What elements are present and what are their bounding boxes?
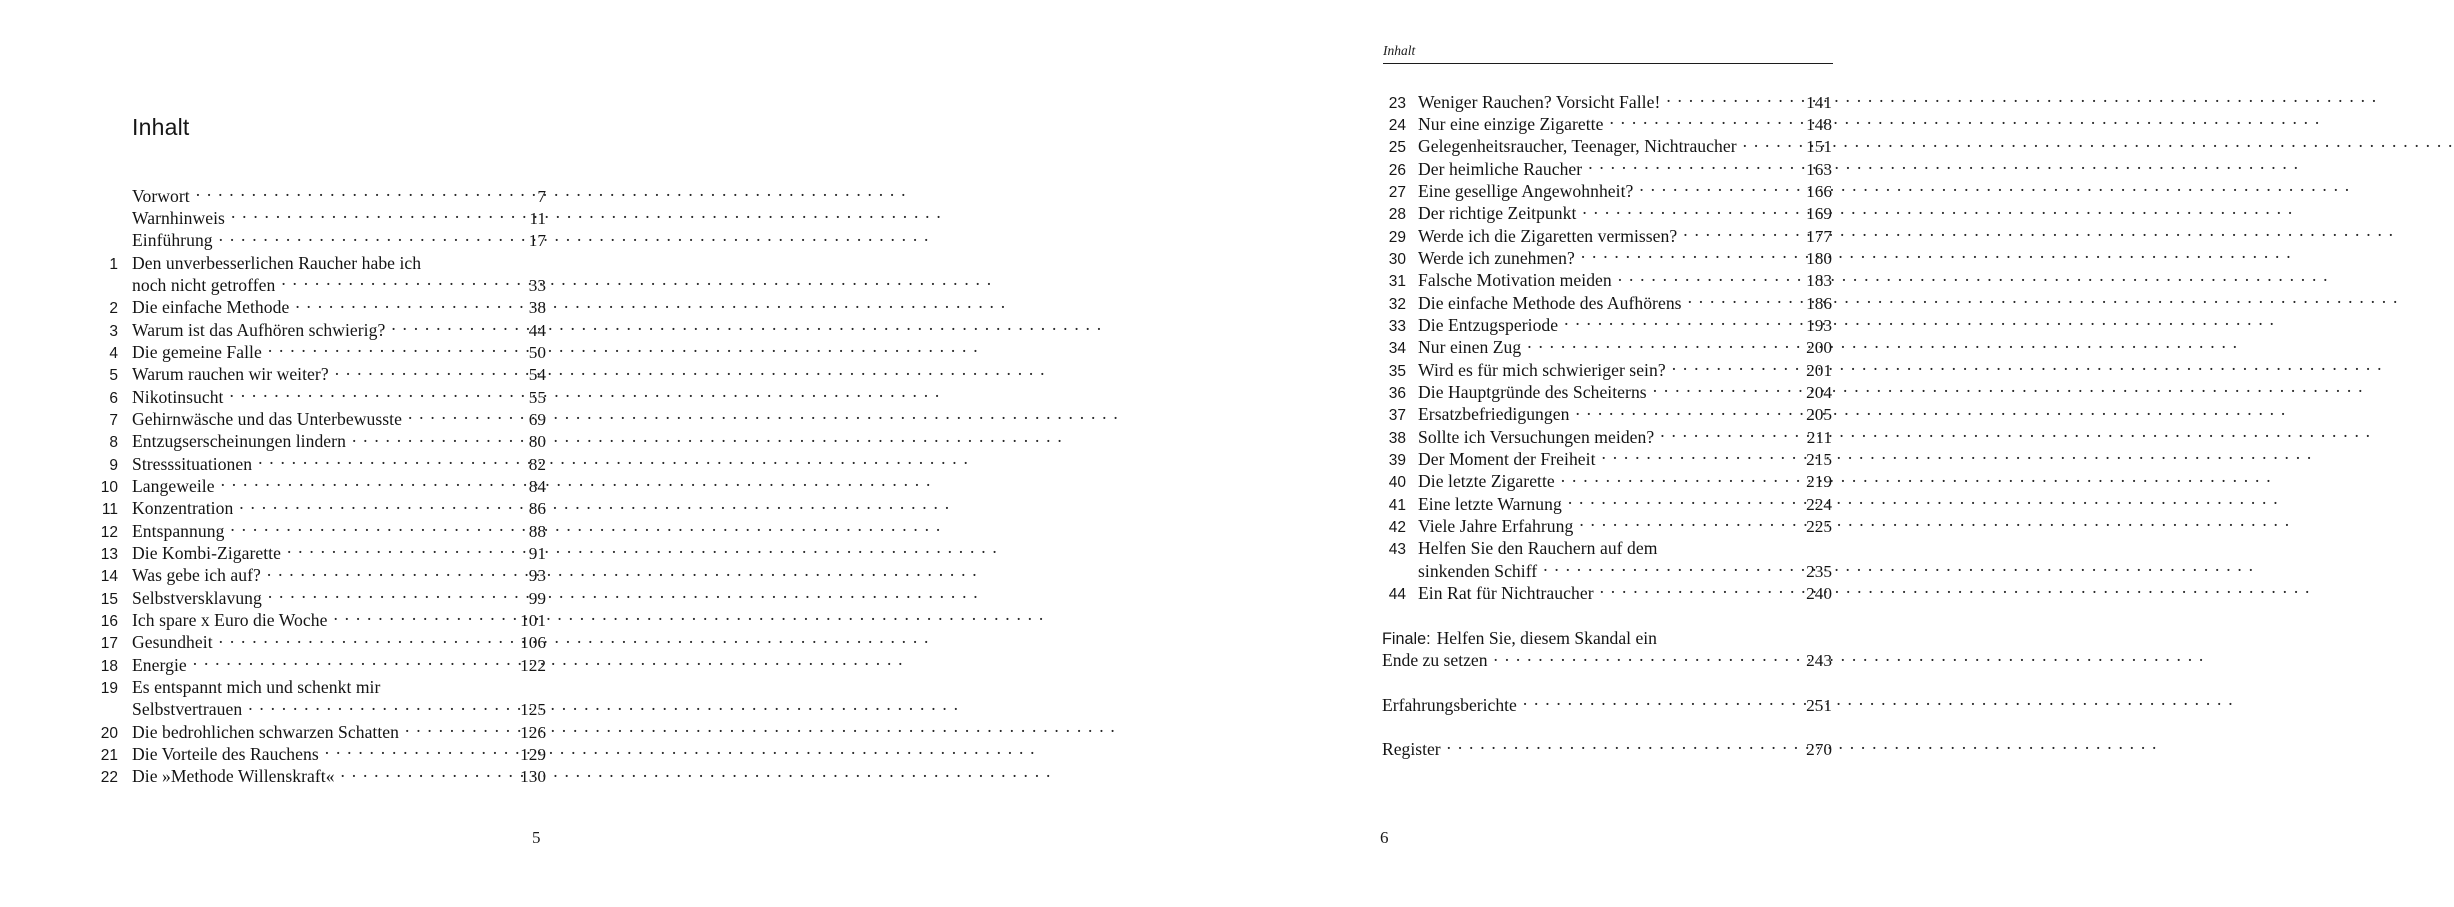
toc-entry-page: 86 [528,499,546,519]
dot-leader [1602,448,1792,466]
toc-entry-number: 31 [1388,273,1406,291]
dot-leader [1561,470,1792,488]
toc-entry-number: 22 [100,769,118,787]
dot-leader [1523,695,1792,711]
toc-entry-number: 39 [1388,452,1406,469]
dot-leader [335,363,506,381]
toc-back-matter [1382,627,1832,760]
toc-entry-page: 180 [1806,248,1832,268]
toc-entry-title: Helfen Sie den Rauchern auf dem [1418,538,1658,559]
toc-entry-page: 201 [1806,360,1832,380]
toc-entry-page: 151 [1806,137,1832,157]
dot-leader [268,340,506,358]
dot-leader [1683,224,1792,242]
toc-entry-page: 240 [1806,584,1832,604]
dot-leader [352,430,506,448]
toc-entry-title: Die bedrohlichen schwarzen Schatten [132,721,400,742]
toc-entry-title: Was gebe ich auf? [132,565,261,586]
toc-entry-title: Die Kombi-Zigarette [132,543,281,563]
dot-leader [333,609,506,627]
toc-entry-page: 125 [520,700,546,720]
toc-entry-number: 23 [1388,94,1406,112]
dot-leader [386,676,506,694]
register-entry-label: Register [1382,739,1441,760]
toc-entry-title: Warnhinweis [132,207,225,228]
dot-leader [341,765,506,783]
toc-entry-page: 17 [528,231,546,251]
toc-entry-title: Eine letzte Warnung [1418,493,1562,514]
toc-entry-number: 3 [109,322,118,340]
running-head-rule [1383,63,1833,64]
dot-leader [219,229,506,247]
toc-entry-number: 28 [1388,206,1406,224]
toc-entry-number: 10 [100,478,118,496]
toc-list-right [1380,90,1832,604]
toc-entry-title: Nikotinsucht [132,386,224,407]
dot-leader [268,586,506,604]
toc-entry-page: 84 [528,476,546,496]
running-head-text: Inhalt [1383,43,1416,58]
toc-entry-title: Die Hauptgründe des Scheiterns [1418,381,1647,402]
toc-entry-title: Ich spare x Euro die Woche [132,610,328,631]
toc-entry-page: 80 [528,432,546,452]
toc-entry-page: 225 [1806,517,1832,537]
toc-entry-title: Viele Jahre Erfahrung [1418,516,1574,537]
toc-entry-title: Gehirnwäsche und das Unterbewusste [132,408,402,429]
dot-leader [1447,739,1792,755]
toc-entry-number: 1 [109,255,118,273]
toc-entry-page: 177 [1806,226,1832,246]
toc-entry-title: Eine gesellige Angewohnheit? [1418,180,1634,201]
toc-entry-title: Die Vorteile des Rauchens [132,744,319,765]
toc-entry-page: 186 [1806,293,1832,313]
toc-entry-number: 24 [1388,116,1406,134]
dot-leader [1575,403,1792,421]
erfahrungsberichte-entry-label: Erfahrungsberichte [1382,694,1517,715]
dot-leader [1672,358,1792,376]
toc-entry-title: Falsche Motivation meiden [1418,270,1612,291]
toc-entry-page: 50 [528,342,546,362]
toc-entry-number: 36 [1388,384,1406,402]
toc-entry-title: Werde ich die Zigaretten vermissen? [1418,225,1678,246]
finale-entry-line2-page: 243 [1806,651,1832,671]
dot-leader [1639,179,1792,197]
toc-entry-page: 205 [1806,405,1832,425]
toc-entry-number: 43 [1388,541,1406,559]
toc-entry-number: 42 [1388,519,1406,537]
toc-entry-title: Der Moment der Freiheit [1418,449,1596,469]
toc-entry-title: Die Entzugsperiode [1418,314,1559,335]
toc-entry-title: noch nicht getroffen [132,274,276,295]
dot-leader [391,318,506,336]
toc-entry-page: 38 [528,298,546,318]
recto-page [643,0,1832,907]
toc-entry[interactable] [86,653,546,675]
toc-entry-page: 235 [1806,561,1832,581]
toc-entry-number: 9 [109,456,118,474]
dot-leader [1609,112,1792,130]
toc-entry-page: 93 [528,566,546,586]
toc-entry-number: 26 [1388,161,1406,179]
toc-entry[interactable] [86,229,546,251]
dot-leader [230,519,506,537]
toc-entry-page: 44 [528,320,546,340]
toc-entry-page: 163 [1806,159,1832,179]
dot-leader [427,251,506,269]
toc-entry-title: sinkenden Schiff [1418,560,1538,581]
toc-entry-number: 25 [1388,139,1406,157]
toc-entry-number: 4 [109,344,118,362]
toc-entry-page: 183 [1806,271,1832,291]
toc-entry-title: Entspannung [132,520,225,541]
toc-entry-title: Selbstversklavung [132,587,262,608]
dot-leader [231,206,506,224]
toc-entry-number: 34 [1388,340,1406,358]
dot-leader [1527,336,1792,354]
dot-leader [248,698,506,716]
toc-entry-title: Der richtige Zeitpunkt [1418,203,1577,224]
dot-leader [239,497,506,515]
toc-entry-title: Den unverbesserlichen Raucher habe ich [132,252,422,273]
toc-entry-title: Entzugserscheinungen lindern [132,431,346,452]
dot-leader [1579,515,1792,533]
toc-entry-page: 101 [520,611,546,631]
toc-entry-page: 169 [1806,204,1832,224]
toc-entry-title: Sollte ich Versuchungen meiden? [1418,426,1655,447]
toc-entry-number: 30 [1388,250,1406,268]
toc-entry-number: 20 [100,724,118,742]
dot-leader [1568,492,1792,510]
toc-entry-number: 17 [100,635,118,653]
dot-leader [1543,559,1792,577]
toc-entry-page: 69 [528,409,546,429]
toc-entry-title: Wird es für mich schwieriger sein? [1418,359,1666,380]
toc-entry-number: 29 [1388,228,1406,246]
toc-entry-number: 33 [1388,317,1406,335]
toc-entry-page: 224 [1806,494,1832,514]
toc-entry-number: 32 [1388,295,1406,313]
toc-entry-title: Der heimliche Raucher [1418,158,1583,179]
toc-entry-number: 16 [100,613,118,631]
dot-leader [408,407,506,425]
toc-entry-number: 41 [1388,496,1406,514]
folio-number-recto: 6 [1380,828,1389,847]
toc-entry-page: 148 [1806,114,1832,134]
dot-leader [221,474,506,492]
toc-entry-number: 27 [1388,183,1406,201]
toc-entry-title: Ein Rat für Nichtraucher [1418,583,1594,604]
finale-entry-line2[interactable] [1382,649,1832,671]
toc-entry-number: 8 [109,434,118,452]
toc-entry-title: Stresssituationen [132,453,253,474]
dot-leader [1494,650,1792,666]
finale-entry-line1-label: Helfen Sie, diesem Skandal ein [1436,628,1657,649]
toc-entry-title: Es entspannt mich und schenkt mir [132,677,381,698]
dot-leader [1581,246,1792,264]
dot-leader [219,631,506,649]
toc-entry-number: 11 [101,501,118,519]
toc-entry-title: Gelegenheitsraucher, Teenager, Nichtraucher [1418,136,1737,157]
toc-entry-number: 5 [109,367,118,385]
toc-entry-title: Werde ich zunehmen? [1418,247,1575,268]
toc-entry-number: 14 [100,568,118,586]
toc-entry-page: 7 [537,186,546,206]
dot-leader [295,296,506,314]
toc-entry-page: 11 [529,208,546,228]
toc-entry-page: 193 [1806,315,1832,335]
toc-entry-title: Vorwort [132,185,190,206]
toc-entry-title: Weniger Rauchen? Vorsicht Falle! [1418,91,1661,112]
toc-entry-page: 211 [1806,427,1832,447]
toc-entry-title: Warum ist das Aufhören schwierig? [132,319,386,340]
dot-leader [230,385,507,403]
toc-entry[interactable] [1380,515,1832,537]
dot-leader [405,720,506,738]
toc-entry-page: 33 [528,275,546,295]
page-title: Inhalt [132,114,190,140]
toc-entry-number: 35 [1388,362,1406,380]
toc-entry-page: 130 [520,767,546,787]
toc-entry-page: 126 [520,722,546,742]
dot-leader [281,273,506,291]
toc-entry-page: 166 [1806,181,1832,201]
toc-entry-title: Nur einen Zug [1418,337,1522,358]
toc-entry-title: Die »Methode Willenskraft« [132,766,335,787]
dot-leader [1663,537,1792,555]
toc-entry[interactable] [86,765,546,787]
folio-number-verso: 5 [532,828,541,847]
dot-leader [325,743,506,761]
finale-entry-line2-label: Ende zu setzen [1382,650,1488,671]
toc-entry-title: Konzentration [132,498,234,519]
toc-entry-title: Die einfache Methode [132,297,290,318]
dot-leader [258,452,506,470]
dot-leader [1582,202,1792,220]
dot-leader [1666,90,1792,108]
toc-entry[interactable] [1380,582,1832,604]
dot-leader [1600,582,1792,600]
erfahrungsberichte-entry-page: 251 [1806,695,1832,715]
toc-entry-number: 44 [1388,586,1406,604]
toc-entry-title: Langeweile [132,475,215,496]
dot-leader [1564,313,1792,331]
dot-leader [196,184,506,202]
verso-page [0,0,642,907]
dot-leader [267,564,506,582]
toc-entry-page: 99 [528,588,546,608]
dot-leader [193,653,506,671]
toc-entry-page: 141 [1806,92,1832,112]
toc-entry-title: Ersatzbefriedigungen [1418,404,1570,425]
toc-entry-page: 129 [520,745,546,765]
toc-entry-page: 91 [528,544,546,563]
dot-leader [1588,157,1792,175]
toc-entry-title: Gesundheit [132,632,213,653]
dot-leader [1688,291,1792,309]
toc-entry-page: 204 [1806,382,1832,402]
register-entry[interactable] [1382,738,1832,760]
toc-entry-number: 40 [1388,474,1406,492]
toc-entry-title: Warum rauchen wir weiter? [132,364,329,385]
dot-leader [1618,269,1792,287]
toc-entry-number: 13 [100,546,118,563]
toc-entry-page: 219 [1806,472,1832,492]
finale-entry-line1-prefix: Finale: [1382,630,1431,649]
toc-entry-number: 2 [109,300,118,318]
toc-entry-number: 19 [100,680,118,698]
toc-entry-page: 215 [1806,450,1832,469]
dot-leader [287,542,506,560]
toc-entry-number: 38 [1388,429,1406,447]
toc-entry-page: 54 [528,365,546,385]
toc-entry-number: 18 [100,657,118,675]
toc-entry-number: 7 [109,411,118,429]
toc-entry-page: 88 [528,521,546,541]
register-entry-page: 270 [1806,740,1832,760]
toc-entry-page: 106 [520,633,546,653]
toc-entry-number: 21 [100,747,118,765]
toc-entry-title: Die gemeine Falle [132,341,262,362]
toc-entry-number: 6 [109,389,118,407]
toc-entry-title: Einführung [132,230,213,251]
dot-leader [1653,380,1792,398]
toc-entry-number: 37 [1388,407,1406,425]
erfahrungsberichte-entry[interactable] [1382,694,1832,716]
toc-entry-page: 200 [1806,338,1832,358]
toc-entry-title: Die letzte Zigarette [1418,471,1555,492]
running-head [1383,44,1833,64]
toc-entry-title: Energie [132,654,187,675]
dot-leader [1743,135,1792,153]
toc-entry-title: Nur eine einzige Zigarette [1418,113,1604,134]
toc-entry-page: 82 [528,454,546,474]
dot-leader [1660,425,1792,443]
toc-entry-page: 55 [528,387,546,407]
toc-entry-page: 122 [520,655,546,675]
toc-entry-number: 15 [100,590,118,608]
toc-list-left [86,184,546,787]
toc-entry-title: Selbstvertrauen [132,699,243,720]
toc-entry-title: Die einfache Methode des Aufhörens [1418,292,1682,313]
toc-entry-number: 12 [100,523,118,541]
